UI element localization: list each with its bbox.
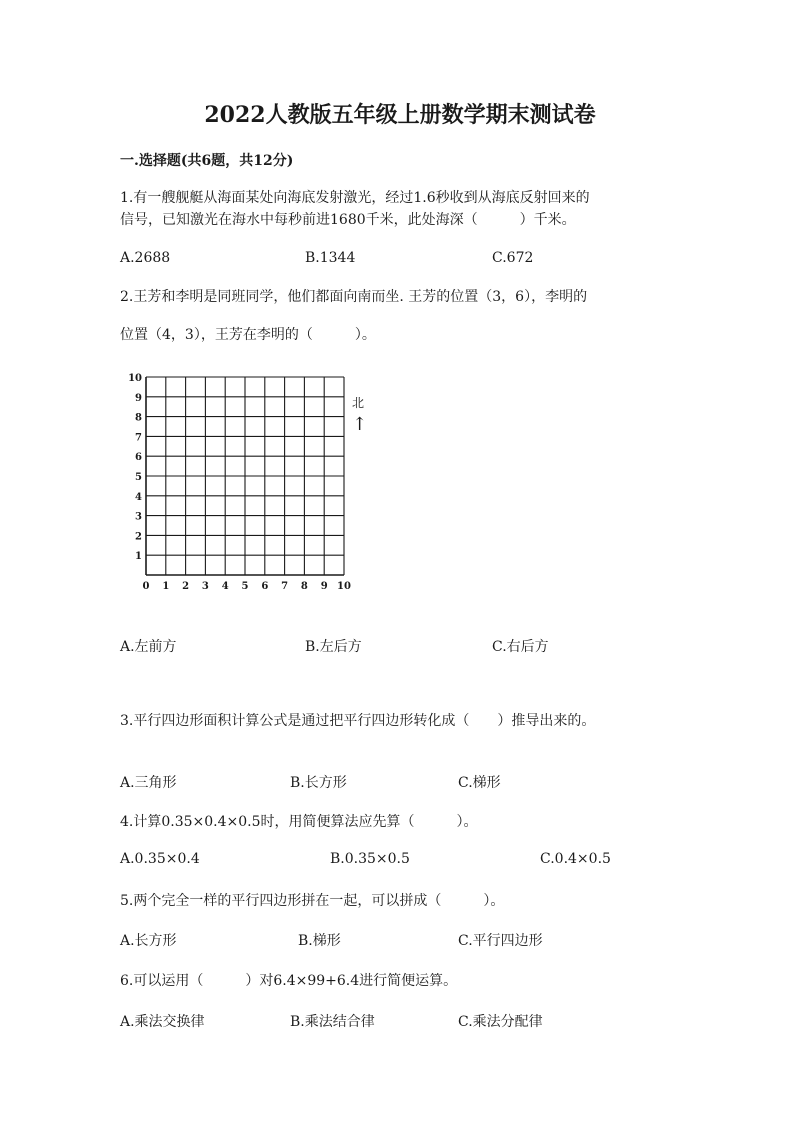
question-3-option-a: A.三角形: [120, 775, 177, 791]
y-axis-label: 5: [135, 472, 142, 483]
x-axis-label: 3: [201, 581, 209, 592]
coordinate-grid: [120, 373, 370, 597]
page-title: 2022人教版五年级上册数学期末测试卷: [204, 102, 596, 128]
question-3-option-c: C.梯形: [458, 775, 501, 791]
x-axis-labels: [143, 581, 351, 592]
north-arrow-icon: ↑: [352, 414, 368, 435]
question-3-option-b: B.长方形: [290, 775, 347, 791]
question-2-option-a: A.左前方: [120, 639, 177, 655]
y-axis-labels: [128, 373, 142, 562]
question-6-line-1: 6.可以运用（ ）对6.4×99+6.4进行简便运算。: [120, 973, 458, 989]
y-axis-label: 3: [135, 511, 142, 523]
question-4-option-c: C.0.4×0.5: [540, 851, 611, 867]
question-1-line-2: 信号，已知激光在海水中每秒前进1680千米，此处海深（ ）千米。: [120, 212, 576, 228]
x-axis-label: 2: [182, 581, 190, 592]
question-2-line-1: 2.王芳和李明是同班同学，他们都面向南而坐. 王芳的位置（3，6），李明的: [120, 289, 588, 305]
question-2-line-2: 位置（4，3），王芳在李明的（ ）。: [120, 327, 376, 343]
x-axis-label: 9: [320, 581, 328, 592]
question-1-line-1: 1.有一艘舰艇从海面某处向海底发射激光，经过1.6秒收到从海底反射回来的: [120, 190, 590, 206]
x-axis-label: 8: [300, 581, 308, 592]
y-axis-label: 7: [135, 432, 142, 444]
question-3-line-1: 3.平行四边形面积计算公式是通过把平行四边形转化成（ ）推导出来的。: [120, 713, 596, 729]
north-label: 北: [352, 396, 365, 410]
question-6-option-c: C.乘法分配律: [458, 1014, 543, 1030]
y-axis-label: 4: [135, 491, 142, 503]
question-5-option-a: A.长方形: [120, 933, 177, 949]
question-6-option-a: A.乘法交换律: [120, 1014, 205, 1030]
question-5-line-1: 5.两个完全一样的平行四边形拼在一起，可以拼成（ ）。: [120, 893, 505, 909]
x-axis-label: 10: [337, 581, 351, 592]
question-1-option-b: B.1344: [305, 250, 356, 266]
section-heading: 一.选择题(共6题，共12分): [120, 153, 294, 169]
question-5-option-c: C.平行四边形: [458, 933, 543, 949]
question-5-option-b: B.梯形: [298, 933, 341, 949]
x-axis-label: 6: [261, 581, 269, 592]
y-axis-label: 8: [135, 412, 142, 424]
question-2-option-b: B.左后方: [305, 639, 362, 655]
x-axis-label: 0: [142, 581, 150, 592]
question-1-option-c: C.672: [492, 250, 534, 266]
y-axis-label: 2: [135, 531, 142, 543]
y-axis-label: 1: [135, 551, 142, 563]
x-axis-label: 4: [221, 581, 229, 592]
grid-lines: [146, 377, 344, 575]
question-1-option-a: A.2688: [120, 250, 171, 266]
coordinate-grid-figure: [120, 373, 370, 597]
y-axis-label: 9: [135, 392, 142, 404]
question-2-option-c: C.右后方: [492, 639, 549, 655]
x-axis-label: 7: [281, 581, 289, 592]
x-axis-label: 1: [162, 581, 170, 592]
question-4-line-1: 4.计算0.35×0.4×0.5时，用简便算法应先算（ ）。: [120, 814, 478, 830]
x-axis-label: 5: [241, 581, 249, 592]
question-4-option-a: A.0.35×0.4: [120, 851, 200, 867]
question-6-option-b: B.乘法结合律: [290, 1014, 375, 1030]
question-4-option-b: B.0.35×0.5: [330, 851, 410, 867]
y-axis-label: 6: [135, 452, 142, 464]
y-axis-label: 10: [128, 373, 142, 384]
